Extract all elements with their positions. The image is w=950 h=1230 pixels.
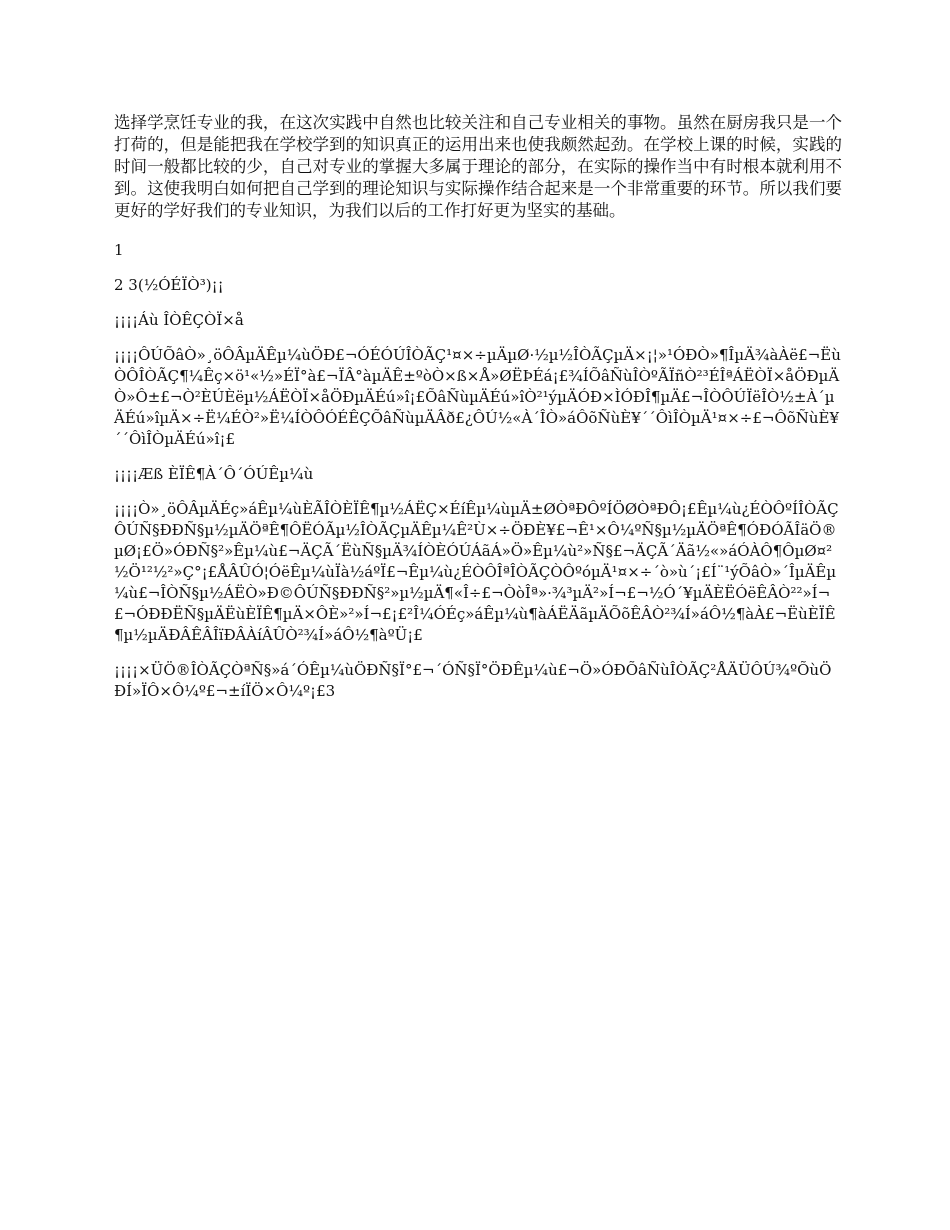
paragraph-c: ¡¡¡¡×ÜÖ®ÎÒÃÇÒªÑ§»á´ÓÊµ¼ùÖÐÑ§Ï°£¬´ÓÑ§Ï°ÖÐÊµ¼ù£¬Ö»ÓÐÕâÑùÎÒÃÇ²ÅÄÜÔÚ¾ºÕùÖÐÍ»ÏÔ×Ô¼º£¬±íÏÖ×Ô¼º¡£3 [114, 661, 832, 700]
subheading-b: ¡¡¡¡Æß ÈÏÊ¶À´Ô´ÓÚÊµ¼ù [114, 465, 314, 483]
page-number: 1 [114, 241, 124, 259]
paragraph-a: ¡¡¡¡ÔÚÕâÒ»¸öÔÂµÄÊµ¼ùÖÐ£¬ÓÉÓÚÎÒÃÇ¹¤×÷µÄµØ·½µ½ÎÒÃÇµÄ×¡¦»¹ÓÐÒ»¶ÎµÄ¾àÀë£¬ËùÒÔÎÒÃÇ¶¼Êç×ö¹«½»ÉÏ°à£¬ÏÂ°àµÄÊ±ºòÒ×ß×Å»ØËÞÉá¡£¾ÍÕâÑùÎÒºÃÏñÒ²³ÉÎªÁËÒÏ×åÖÐµÄÒ»Ô±£¬Ò²ÈÚÈëµ½ÁËÒÏ×åÖÐµÄÉú»î¡£ÕâÑùµÄÉú»îÒ²¹ýµÄÓÐ×ÌÓÐÎ¶µÄ£¬ÎÒÔÚÏëÎÒ½±À´µÄÉú»îµÄ×÷Ë¼ÉÒ²»Ë¼ÍÒÔÓÉÊÇÕâÑùµÄÂð£¿ÔÚ½«À´ÎÒ»áÔõÑùÈ¥´´ÔìÎÒµÄ¹¤×÷£¬ÔõÑùÈ¥´´ÔìÎÒµÄÉú»î¡£ [114, 346, 841, 448]
section-heading: 2 3(½ÓÉÏÒ³)¡¡ [114, 276, 224, 294]
intro-paragraph: 选择学烹饪专业的我，在这次实践中自然也比较关注和自己专业相关的事物。虽然在厨房我只是一个打荷的，但是能把我在学校学到的知识真正的运用出来也使我颇然起劲。在学校上课的时候，实践的时间一般都比较的少，自己对专业的掌握大多属于理论的部分，在实际的操作当中有时根本就利用不到。这使我明白如何把自己学到的理论知识与实际操作结合起来是一个非常重要的环节。所以我们要更好的学好我们的专业知识，为我们以后的工作打好更为坚实的基础。 [114, 113, 842, 220]
subheading-a: ¡¡¡¡Áù ÎÒÊÇÒÏ×å [114, 311, 244, 329]
paragraph-b: ¡¡¡¡Ò»¸öÔÂµÄÉç»áÊµ¼ùÈÃÎÒÈÏÊ¶µ½ÁËÇ×ÉíÊµ¼ùµÄ±ØÒªÐÔºÍÖØÒªÐÔ¡£Êµ¼ù¿ÉÒÔºÍÎÒÃÇÔÚÑ§ÐÐÑ§µ½µÄÖªÊ¶ÔËÓÃµ½ÎÒÃÇµÄÊµ¼Ê²Ù×÷ÖÐÈ¥£¬Ê¹×Ô¼ºÑ§µ½µÄÖªÊ¶ÓÐÓÃÎäÖ®µØ¡£Ö»ÓÐÑ§²»Êµ¼ù£¬ÄÇÃ´ËùÑ§µÄ¾ÍÒÈÓÚÁãÁ»Ö»Êµ¼ù²»Ñ§£¬ÄÇÃ´Äã½«»áÓÀÔ¶ÔµØ¤²½Ö¹²½²»Ç°¡£ÅÂÛÓ¦ÓëÊµ¼ùÏà½áºÏ£¬Êµ¼ù¿ÉÒÔÎªÎÒÃÇÒÔºóµÄ¹¤×÷´ò»ù´¡£Í¨¹ýÕâÒ»´ÎµÄÊµ¼ù£¬ÎÒÑ§µ½ÁËÒ»Ð©ÔÚÑ§ÐÐÑ§²»µ½µÄ¶«Î÷£¬ÒòÎª»·¾³µÄ²»Í¬£¬½Ó´¥µÄÈËÓëÊÂÒ²²»Í¬£¬ÓÐÐËÑ§µÄËùÈÏÊ¶µÄ×ÔÈ»²»Í¬£¡£²Î¼ÓÉç»áÊµ¼ù¶àÁËÄãµÄÕõÊÂÒ²¾Í»áÔ½¶àÀ£¬ËùÈÏÊ¶µ½µÄÐÂÊÂÎïÐÂÀíÂÛÒ²¾Í»áÔ½¶àºÜ¡£ [114, 500, 839, 644]
document-page [114, 112, 842, 716]
